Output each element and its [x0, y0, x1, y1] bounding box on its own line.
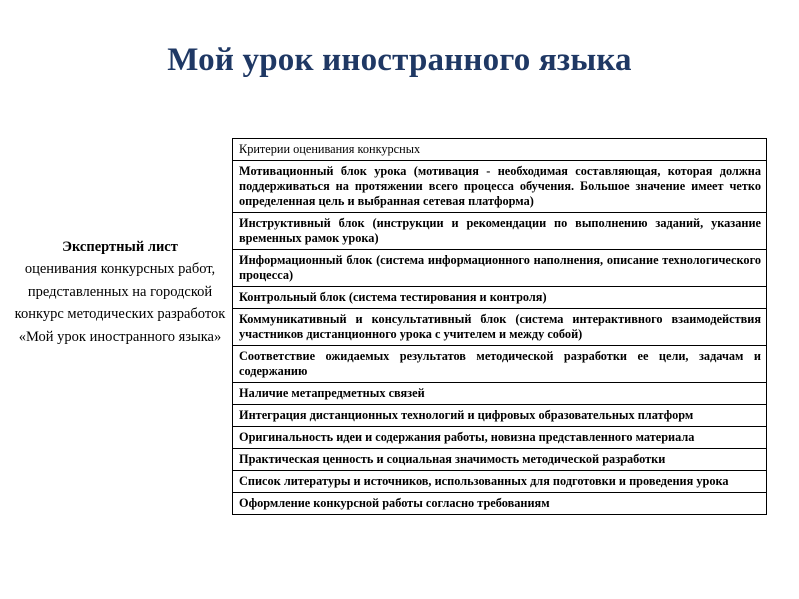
criteria-cell-3: Информационный блок (система информационного наполнения, описание технологического процесса) [233, 250, 767, 287]
bottom-crop-mask [0, 585, 799, 599]
page-title: Мой урок иностранного языка [167, 42, 632, 78]
expert-sheet-caption-lead: Экспертный лист [62, 239, 178, 255]
table-row [233, 471, 767, 493]
table-row [233, 427, 767, 449]
criteria-cell-6: Соответствие ожидаемых результатов методической разработки ее цели, задачам и содержанию [233, 346, 767, 383]
criteria-table [232, 138, 767, 515]
table-row [233, 213, 767, 250]
table-row-header [233, 139, 767, 161]
criteria-cell-10: Практическая ценность и социальная значимость методической разработки [233, 449, 767, 471]
expert-sheet-caption-body: оценивания конкурсных работ, представленных на городской конкурс методических разработок «Мой урок иностранного языка» [14, 261, 226, 345]
criteria-table-body [233, 139, 767, 515]
criteria-cell-8: Интеграция дистанционных технологий и цифровых образовательных платформ [233, 405, 767, 427]
criteria-table-wrapper [232, 138, 767, 515]
criteria-cell-9: Оригинальность идеи и содержания работы, новизна представленного материала [233, 427, 767, 449]
criteria-cell-4: Контрольный блок (система тестирования и контроля) [233, 287, 767, 309]
table-row [233, 405, 767, 427]
criteria-cell-5: Коммуникативный и консультативный блок (система интерактивного взаимодействия участников дистанционного урока с учителем и между собой) [233, 309, 767, 346]
expert-sheet-caption [14, 236, 226, 348]
table-row [233, 287, 767, 309]
criteria-cell-1: Мотивационный блок урока (мотивация - необходимая составляющая, которая должна поддерживаться на протяжении всего процесса обучения. Большое значение имеет четко определенная цель и выбранная сетевая платформа) [233, 161, 767, 213]
criteria-cell-12: Оформление конкурсной работы согласно требованиям [233, 493, 767, 515]
table-row [233, 346, 767, 383]
table-row [233, 161, 767, 213]
table-row [233, 383, 767, 405]
table-row [233, 309, 767, 346]
table-row [233, 493, 767, 515]
criteria-table-header-cell: Критерии оценивания конкурсных [233, 139, 767, 161]
table-row [233, 250, 767, 287]
criteria-cell-7: Наличие метапредметных связей [233, 383, 767, 405]
criteria-cell-11: Список литературы и источников, использованных для подготовки и проведения урока [233, 471, 767, 493]
criteria-cell-2: Инструктивный блок (инструкции и рекомендации по выполнению заданий, указание временных рамок урока) [233, 213, 767, 250]
table-row [233, 449, 767, 471]
